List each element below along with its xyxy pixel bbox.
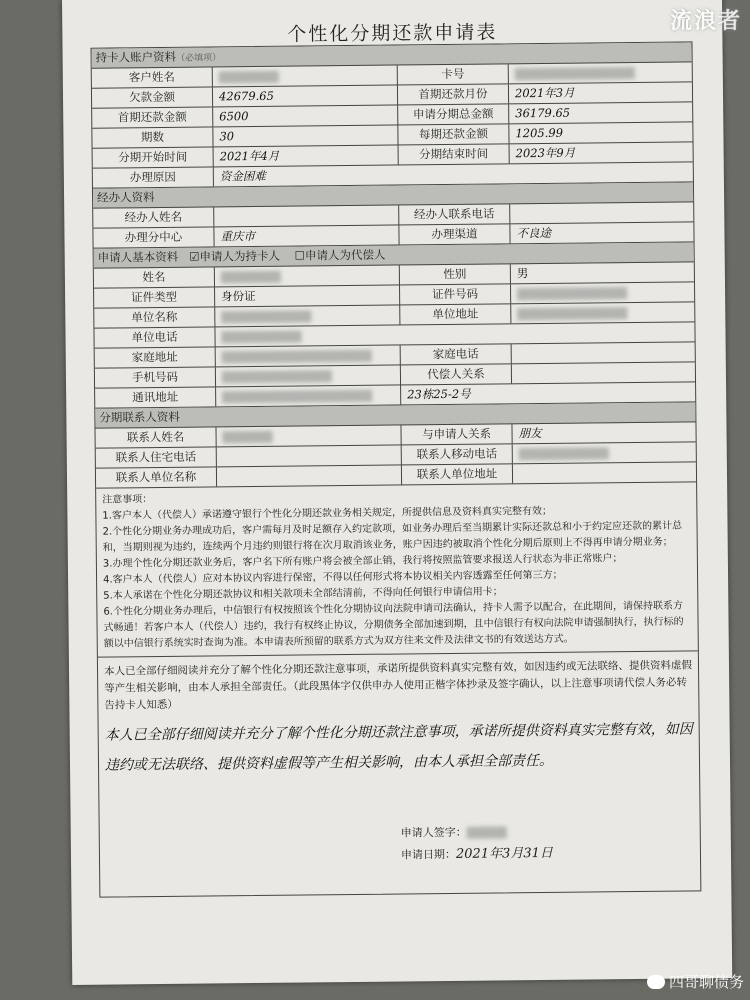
start-time: 2021年4月 [214, 145, 399, 166]
end-time: 2023年9月 [515, 145, 576, 161]
declaration: 本人已全部仔细阅读并充分了解个性化分期还款注意事项，承诺所提供资料真实完整有效，如因违约或无法联络、提供资料虚假等产生相关影响，由本人承担全部责任。（此段黑体字仅供申办人使用正楷字体抄录及签字确认，以上注意事项请代偿人务必转告持卡人知悉） 本人已全部仔细阅读并充分了解个性化分期还款注意事项，承诺所提供资料真实完整有效，如因违约或无法联络、提供资料虚假等产生相关影响，由本人承担全部责任。 [98, 651, 700, 896]
per-amount: 1205.99 [515, 125, 564, 141]
total-amount: 36179.65 [515, 105, 571, 121]
applicant-opt-proxy: ☐申请人为代偿人 [294, 247, 386, 263]
section-agent: 经办人资料 [93, 182, 693, 208]
channel: 不良途 [516, 225, 552, 241]
handwritten-copy: 本人已全部仔细阅读并充分了解个性化分期还款注意事项，承诺所提供资料真实完整有效，如因违约或无法联络、提供资料虚假等产生相关影响，由本人承担全部责任。 [104, 721, 693, 774]
chat-icon [647, 975, 665, 989]
watermark-text: 流浪者 [669, 9, 742, 34]
gender: 男 [516, 266, 529, 281]
application-form-paper [62, 0, 732, 985]
first-month: 2021年3月 [514, 85, 575, 101]
section-applicant: 申请人基本资料 ☑申请人为持卡人 ☐申请人为代偿人 [94, 242, 694, 268]
section-cardholder: 持卡人账户资料（必填项） [92, 42, 692, 68]
section-contact: 分期联系人资料 [95, 402, 695, 428]
debt-amount: 42679.65 [213, 85, 398, 106]
redacted-name [219, 71, 279, 84]
redacted-card [515, 67, 635, 80]
applicant-opt-cardholder: ☑申请人为持卡人 [189, 248, 281, 264]
center: 重庆市 [214, 225, 399, 246]
reason: 资金困难 [219, 168, 266, 184]
form-title: 个性化分期还款申请表 [287, 21, 498, 46]
notes-section: 注意事项： 1.客户本人（代偿人）承诺遵守银行个性化分期还款业务相关规定，所提供信息及资料真实完整有效； 2.个性化分期业务办理成功后，客户需每月及时足额存入约定款项，如业务办理后至当期累计实际还款总和小于约定应还款的累计总和，当期则视为违约，连续两个月违约则银行将在次月取消该业务，账户因违约被取消个性化分期后原则上不得再申请分期业务； 3.办理个性化分期还款业务后，客户名下所有账户将会被全部止销，我行将按照监管要求报送人行状态为非正常账户； 4.客户本人（代偿人）应对本协议内容进行保密，不得以任何形式将本协议相关内容透露至任何第三方； 5.本人承诺在个性化分期还款协议和相关款项未全部结清前，不得向任何银行申请信用卡； 6.个性化分期业务办理后，中信银行有权按照该个性化分期协议向法院申请司法确认，持卡人需予以配合，在此期间，请保持联系方式畅通！若客户本人（代偿人）违约，我行有权终止协议，分期债务全部加速到期，且中信银行有权向法院申请强制执行，执行标的额以中信银行系统实时查询为准。本申请表所预留的联系方式为双方往来文件及法律文书的有效送达方式。 [96, 482, 698, 657]
periods: 30 [213, 125, 398, 146]
mail-address: 23栋25-2号 [407, 386, 471, 402]
row-name-card: 客户姓名 卡号 [92, 62, 692, 88]
channel-badge: 四哥聊债务 [647, 971, 744, 992]
contact-relation: 朋友 [518, 426, 542, 441]
apply-date: 2021年3月31日 [455, 845, 553, 862]
signature-block: 申请人签字： 申请日期：2021年3月31日 [400, 825, 553, 862]
form-table: 持卡人账户资料（必填项） 客户姓名 卡号 欠款金额 42679.65 首期还款月份 2021年3月 首期还款金额 6500 申请分期总金额 36179.65 期数 30 每期还款金额 1205.99 分期开始时间 2021年4月 分期结束时间 2023年9月 办理原因 资金困难 经办人资料 经办人姓名 经办人联系电话 办理分中心 重庆市 办理渠道 不良途 申请人基本资料 ☑申请人为持卡人 ☐申请人为代偿人 姓名 性别 男 证件类型 身份证 证件号码 单位名称 单位地址 单位电话 家庭地址 家庭电话 手机号码 代偿人关系 通讯地址 23栋25-2号 分期联系人资料 联系人姓名 与申请人关系 朋友 联系人住宅电话 联系人移动电话 联系人单位名称 联系人单位地址 注意事项： 1.客户本人（代偿人）承诺遵守银行个性化分期还款业务相关规定，所提供信息及资料真实完整有效； 2.个性化分期业务办理成功后，客户需每月及时足额存入约定款项，如业务办理后至当期累计实际还款总和小于约定应还款的累计总和，当期则视为违约，连续两个月违约则银行将在次月取消该业务，账户因违约被取消个性化分期后原则上不得再申请分期业务； 3.办理个性化分期还款业务后，客户名下所有账户将会被全部止销，我行将按照监管要求报送人行状态为非正常账户； 4.客户本人（代偿人）应对本协议内容进行保密，不得以任何形式将本协议相关内容透露至任何第三方； 5.本人承诺在个性化分期还款协议和相关款项未全部结清前，不得向任何银行申请信用卡； 6.个性化分期业务办理后，中信银行有权按照该个性化分期协议向法院申请司法确认，持卡人需予以配合，在此期间，请保持联系方式畅通！若客户本人（代偿人）违约，我行有权终止协议，分期债务全部加速到期，且中信银行有权向法院申请强制执行，执行标的额以中信银行系统实时查询为准。本申请表所预留的联系方式为双方往来文件及法律文书的有效送达方式。 本人已全部仔细阅读并充分了解个性化分期还款注意事项，承诺所提供资料真实完整有效，如因违约或无法联络、提供资料虚假等产生相关影响，由本人承担全部责任。（此段黑体字仅供申办人使用正楷字体抄录及签字确认，以上注意事项请代偿人务必转告持卡人知悉） 本人已全部仔细阅读并充分了解个性化分期还款注意事项，承诺所提供资料真实完整有效，如因违约或无法联络、提供资料虚假等产生相关影响，由本人承担全部责任。 [91, 41, 702, 897]
first-amount: 6500 [213, 105, 398, 126]
